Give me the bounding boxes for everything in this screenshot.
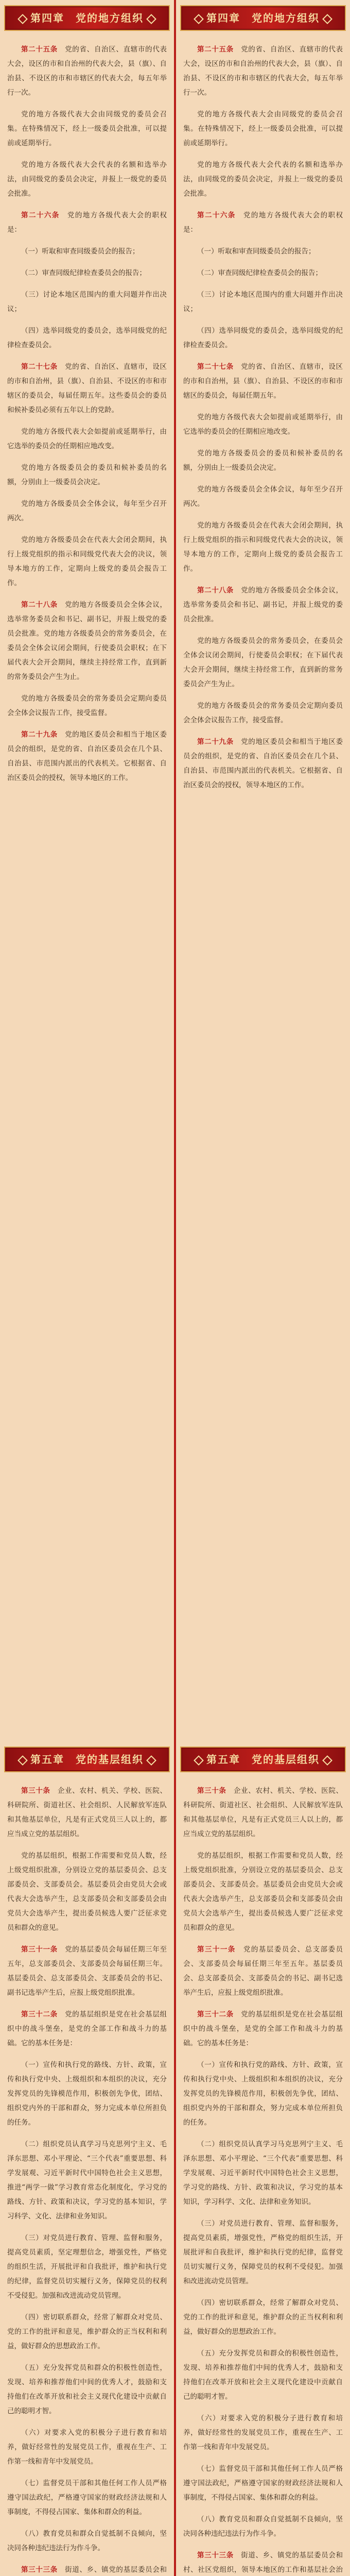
- chapter-title: 第五章 党的基层组织: [30, 1753, 144, 1766]
- article-text: （三）对党员进行教育、管理、监督和服务，提高党员素质，坚定理想信念，增强党性，严格党的组织生活，开展批评和自我批评，维护和执行党的纪律，监督党员切实履行义务，保障党员的权利不受侵犯。加强和改进流动党员管理。: [7, 2234, 167, 2300]
- article-paragraph: [183, 1942, 343, 2000]
- article-text: 党的省、自治区、直辖市，设区的市和自治州，县（旗）、自治县、不设区的市和市辖区的委员会，每届任期五年。: [183, 363, 343, 400]
- right-column-chapter-5: [180, 1741, 346, 2576]
- chapter-header-right: [180, 1747, 346, 1772]
- article-text: （一）宣传和执行党的路线、方针、政策，宣传和执行党中央、上级组织和本组织的决议，充分发挥党员的先锋模范作用，积极创先争优，团结、组织党内外的干部和群众，努力完成本单位所担负的任务。: [183, 2061, 343, 2127]
- article-paragraph: [7, 425, 167, 453]
- article-paragraph: [7, 287, 167, 316]
- article-number: 第二十七条: [197, 363, 234, 371]
- diamond-ornament-icon: [194, 14, 204, 24]
- article-text: 党的地方各级委员会的常务委员会定期向委员会全体会议报告工作，接受监督。: [183, 702, 343, 724]
- article-text: 街道、乡、镇党的基层委员会和村、社区党组织，领导本地区的工作和基层社会治: [183, 2551, 343, 2574]
- article-paragraph: [7, 2527, 167, 2555]
- article-paragraph: [7, 2231, 167, 2303]
- left-column-chapter-5: [4, 1741, 170, 2576]
- article-text: 党的基层组织是党在社会基层组织中的战斗堡垒，是党的全部工作和战斗力的基础。它的基本任务是：: [183, 2010, 343, 2047]
- article-paragraph: [7, 1942, 167, 2000]
- article-text: （四）选举同级党的委员会，选举同级党的纪律检查委员会。: [7, 327, 167, 349]
- article-text: 党的地方各级委员会在代表大会闭会期间，执行上级党组织的指示和同级党代表大会的决议，领导本地方的工作，定期向上级党的委员会报告工作。: [183, 521, 343, 573]
- article-number: 第二十八条: [197, 586, 234, 595]
- article-text: 党的基层组织，根据工作需要和党员人数，经上级党组织批准，分别设立党的基层委员会、总支部委员会、支部委员会。基层委员会由党员大会或代表大会选举产生，总支部委员会和支部委员会由党员大会选举产生，提出委员候选人要广泛征求党员和群众的意见。: [183, 1852, 343, 1932]
- article-paragraph: [183, 1849, 343, 1935]
- article-number: 第三十三条: [197, 2551, 234, 2560]
- article-paragraph: [183, 482, 343, 511]
- article-text: （三）讨论本地区范围内的重大问题并作出决议；: [7, 291, 167, 313]
- article-paragraph: [183, 2548, 343, 2576]
- article-paragraph: [183, 244, 343, 259]
- article-text: （六）对要求入党的积极分子进行教育和培养，做好经常性的发展党员工作，重视在生产、工作第一线和青年中发展党员。: [183, 2414, 343, 2451]
- diamond-ornament-icon: [146, 1755, 156, 1766]
- article-paragraph: [183, 158, 343, 201]
- article-number: 第三十三条: [21, 2566, 58, 2574]
- article-text: 企业、农村、机关、学校、医院、科研院所、街道社区、社会组织、人民解放军连队和其他基层单位，凡是有正式党员三人以上的，都应当成立党的基层组织。: [7, 1787, 167, 1838]
- article-paragraph: [183, 634, 343, 691]
- diamond-ornament-icon: [18, 1755, 28, 1766]
- diamond-ornament-icon: [146, 14, 156, 24]
- article-text: （一）宣传和执行党的路线、方针、政策，宣传和执行党中央、上级组织和本组织的决议，充分发挥党员的先锋模范作用，积极创先争优，团结、组织党内外的干部和群众，努力完成本单位所担负的任务。: [7, 2061, 167, 2127]
- article-number: 第三十条: [197, 1787, 226, 1795]
- article-paragraph: [7, 2476, 167, 2519]
- article-paragraph: [183, 518, 343, 576]
- article-text: 党的基层组织，根据工作需要和党员人数，经上级党组织批准，分别设立党的基层委员会、总支部委员会、支部委员会。基层委员会由党员大会或代表大会选举产生，总支部委员会和支部委员会由党员大会选举产生，提出委员候选人要广泛征求党员和群众的意见。: [7, 1852, 167, 1932]
- article-text: 党的地方各级代表大会的职权是：: [183, 211, 343, 234]
- article-text: 党的地区委员会和相当于地区委员会的组织，是党的省、自治区委员会在几个县、自治县、市范围内派出的代表机关。它根据省、自治区委员会的授权，领导本地区的工作。: [183, 738, 343, 789]
- article-paragraph: [183, 42, 343, 100]
- column-divider: [174, 0, 176, 1741]
- article-paragraph: [183, 287, 343, 316]
- article-paragraph: [183, 2512, 343, 2541]
- article-text: 党的地方各级代表大会由同级党的委员会召集。在特殊情况下，经上一级委员会批准，可以提前或延期举行。: [7, 110, 167, 147]
- article-paragraph: [7, 1784, 167, 1841]
- article-paragraph: [7, 324, 167, 352]
- article-number: 第二十五条: [21, 45, 58, 54]
- article-number: 第三十二条: [197, 2010, 234, 2019]
- chapter-5-section: [0, 1741, 350, 2576]
- article-paragraph: [183, 208, 343, 237]
- article-number: 第二十八条: [21, 601, 58, 609]
- article-paragraph: [7, 598, 167, 684]
- article-paragraph: [7, 2007, 167, 2050]
- article-text: （四）密切联系群众，经常了解群众对党员、党的工作的批评和意见，维护群众的正当权利和利益，做好群众的思想政治工作。: [7, 2313, 167, 2350]
- article-text: 党的地方各级代表大会代表的名额和选举办法，由同级党的委员会决定，并报上一级党的委员会批准。: [7, 161, 167, 198]
- article-text: 党的省、自治区、直辖市的代表大会，设区的市和自治州的代表大会，县（旗）、自治县、不设区的市和市辖区的代表大会，每五年举行一次。: [183, 45, 343, 97]
- article-paragraph: [183, 1784, 343, 1841]
- article-text: （七）监督党员干部和其他任何工作人员严格遵守国法政纪，严格遵守国家的财政经济法规和人事制度，不得侵占国家、集体和群众的利益。: [183, 2465, 343, 2502]
- chapter-title: 第四章 党的地方组织: [206, 12, 320, 24]
- article-text: 党的地方各级委员会全体会议，每年至少召开两次。: [7, 500, 167, 522]
- article-text: 党的地方各级代表大会代表的名额和选举办法，由同级党的委员会决定，并报上一级党的委员会批准。: [183, 161, 343, 198]
- article-text: 党的地方各级代表大会的职权是：: [7, 211, 167, 234]
- article-paragraph: [7, 158, 167, 201]
- article-paragraph: [7, 2563, 167, 2576]
- article-list: [180, 42, 346, 792]
- article-paragraph: [183, 266, 343, 280]
- article-paragraph: [183, 2058, 343, 2130]
- article-paragraph: [7, 1849, 167, 1935]
- article-paragraph: [7, 2426, 167, 2469]
- article-text: 党的基层组织是党在社会基层组织中的战斗堡垒，是党的全部工作和战斗力的基础。它的基本任务是：: [7, 2010, 167, 2047]
- chapter-header-left: [4, 1747, 170, 1772]
- article-paragraph: [183, 583, 343, 626]
- article-paragraph: [7, 208, 167, 237]
- article-paragraph: [7, 461, 167, 489]
- article-list: [4, 1784, 170, 2576]
- right-column-chapter-4: [180, 0, 346, 1741]
- article-text: （三）对党员进行教育、管理、监督和服务，提高党员素质，增强党性，严格党的组织生活，开展批评和自我批评，维护和执行党的纪律，监督党员切实履行义务，保障党员的权利不受侵犯。加强和改进流动党员管理。: [183, 2219, 343, 2285]
- article-paragraph: [183, 2137, 343, 2209]
- article-paragraph: [7, 497, 167, 526]
- article-text: 党的地方各级委员会全体会议，每年至少召开两次。: [183, 485, 343, 508]
- article-text: （二）审查同级纪律检查委员会的报告；: [21, 269, 146, 277]
- article-paragraph: [183, 2216, 343, 2289]
- article-number: 第二十五条: [197, 45, 234, 54]
- article-number: 第二十六条: [21, 211, 60, 219]
- diamond-ornament-icon: [322, 1755, 332, 1766]
- article-paragraph: [7, 2310, 167, 2353]
- article-text: 党的地方各级委员会的常务委员会，在委员会全体会议闭会期间，行使委员会职权；在下届代表大会开会期间，继续主持经常工作，直到新的常务委员会产生为止。: [183, 637, 343, 688]
- article-paragraph: [7, 360, 167, 417]
- diamond-ornament-icon: [18, 14, 28, 24]
- article-number: 第三十二条: [21, 2010, 58, 2019]
- article-text: （二）组织党员认真学习马克思列宁主义、毛泽东思想、邓小平理论、“三个代表”重要思想、科学发展观、习近平新时代中国特色社会主义思想，学习党的路线、方针、政策和决议，学习党的基本知识，学习科学、文化、法律和业务知识。: [183, 2140, 343, 2206]
- article-number: 第三十条: [21, 1787, 50, 1795]
- article-number: 第三十一条: [197, 1945, 236, 1954]
- article-paragraph: [7, 107, 167, 150]
- article-text: 党的地区委员会和相当于地区委员会的组织，是党的省、自治区委员会在几个县、自治县、市范围内派出的代表机关。它根据省、自治区委员会的授权，领导本地区的工作。: [7, 731, 167, 782]
- article-paragraph: [7, 2361, 167, 2418]
- article-paragraph: [183, 2007, 343, 2050]
- article-text: （二）组织党员认真学习马克思列宁主义、毛泽东思想、邓小平理论、“三个代表”重要思想、科学发展观、习近平新时代中国特色社会主义思想，推进“两学一做”学习教育常态化制度化，学习党的路线、方针、政策和决议，学习党的基本知识，学习科学、文化、法律和业务知识。: [7, 2140, 167, 2221]
- article-paragraph: [183, 446, 343, 475]
- article-number: 第二十六条: [197, 211, 236, 219]
- article-paragraph: [7, 266, 167, 280]
- article-paragraph: [183, 735, 343, 792]
- article-list: [4, 42, 170, 785]
- article-text: 党的地方各级代表大会如提前或延期举行，由它选举的委员会的任期相应地改变。: [183, 413, 343, 436]
- article-text: （三）讨论本地区范围内的重大问题并作出决议；: [183, 291, 343, 313]
- article-paragraph: [183, 2462, 343, 2505]
- article-text: 街道、乡、镇党的基层委员会和: [65, 2566, 167, 2574]
- article-list: [180, 1784, 346, 2576]
- left-column-chapter-4: [4, 0, 170, 1741]
- chapter-header-right: [180, 5, 346, 31]
- article-text: （四）选举同级党的委员会，选举同级党的纪律检查委员会。: [183, 327, 343, 349]
- article-paragraph: [183, 324, 343, 352]
- article-paragraph: [183, 2346, 343, 2404]
- article-text: 党的地方各级代表大会由同级党的委员会召集。在特殊情况下，经上一级委员会批准，可以提前或延期举行。: [183, 110, 343, 147]
- article-paragraph: [183, 360, 343, 403]
- article-text: （八）教育党员和群众自觉抵制不良倾向，坚决同各种违纪违法行为作斗争。: [183, 2515, 343, 2538]
- article-text: （四）密切联系群众，经常了解群众对党员、党的工作的批评和意见，维护群众的正当权利和利益，做好群众的思想政治工作。: [183, 2299, 343, 2336]
- article-text: 党的基层委员会每届任期三年至五年，总支部委员会、支部委员会每届任期三年。基层委员会、总支部委员会、支部委员会的书记、副书记选举产生后，应报上级党组织批准。: [7, 1945, 167, 1997]
- article-paragraph: [183, 2296, 343, 2339]
- article-paragraph: [7, 727, 167, 785]
- article-number: 第二十九条: [21, 731, 58, 739]
- article-text: （一）听取和审查同级委员会的报告；: [197, 247, 316, 256]
- article-text: 党的省、自治区、直辖市，设区的市和自治州，县（旗）、自治县、不设区的市和市辖区的委员会，每届任期五年。这些委员会的委员和候补委员必须有五年以上的党龄。: [7, 363, 167, 414]
- diamond-ornament-icon: [322, 14, 332, 24]
- article-text: （六）对要求入党的积极分子进行教育和培养，做好经常性的发展党员工作，重视在生产、工作第一线和青年中发展党员。: [7, 2429, 167, 2466]
- article-paragraph: [183, 2411, 343, 2454]
- article-text: 党的地方各级委员会的常务委员会定期向委员会全体会议报告工作，接受监督。: [7, 694, 167, 717]
- article-text: （七）监督党员干部和其他任何工作人员严格遵守国法政纪，严格遵守国家的财政经济法规和人事制度，不得侵占国家、集体和群众的利益。: [7, 2479, 167, 2516]
- article-text: 党的地方各级委员会全体会议，选举常务委员会和书记、副书记，并报上级党的委员会批准。党的地方各级委员会的常务委员会，在委员会全体会议闭会期间，行使委员会职权；在下届代表大会开会期间，继续主持经常工作，直到新的常务委员会产生为止。: [7, 601, 167, 681]
- article-text: 党的地方各级委员会全体会议，选举常务委员会和书记、副书记，并报上级党的委员会批准。: [183, 586, 343, 623]
- article-text: （二）审查同级纪律检查委员会的报告；: [197, 269, 322, 277]
- article-text: 党的基层委员会、总支部委员会、支部委员会每届任期三年至五年。基层委员会、总支部委员会、支部委员会的书记、副书记选举产生后，应报上级党组织批准。: [183, 1945, 343, 1997]
- chapter-title: 第五章 党的基层组织: [206, 1753, 320, 1766]
- article-paragraph: [183, 107, 343, 150]
- article-text: 党的地方各级代表大会如提前或延期举行，由它选举的委员会的任期相应地改变。: [7, 428, 167, 450]
- article-paragraph: [7, 533, 167, 590]
- article-paragraph: [183, 699, 343, 727]
- article-paragraph: [7, 2058, 167, 2130]
- article-text: （五）充分发挥党员和群众的积极性创造性，发现、培养和推荐他们中间的优秀人才，鼓励和支持他们在改革开放和社会主义现代化建设中贡献自己的聪明才智。: [7, 2364, 167, 2415]
- article-text: 党的地方各级委员会的委员和候补委员的名额，分别由上一级委员会决定。: [7, 464, 167, 486]
- article-paragraph: [7, 691, 167, 720]
- article-paragraph: [7, 2137, 167, 2224]
- article-paragraph: [7, 42, 167, 100]
- article-number: 第二十七条: [21, 363, 58, 371]
- article-text: （五）充分发挥党员和群众的积极性创造性，发现、培养和推荐他们中间的优秀人才，鼓励和支持他们在改革开放和社会主义现代化建设中贡献自己的聪明才智。: [183, 2349, 343, 2401]
- article-text: 党的省、自治区、直辖市的代表大会，设区的市和自治州的代表大会，县（旗）、自治县、不设区的市和市辖区的代表大会，每五年举行一次。: [7, 45, 167, 97]
- article-text: （八）教育党员和群众自觉抵制不良倾向，坚决同各种违纪违法行为作斗争。: [7, 2530, 167, 2552]
- article-text: 党的地方各级委员会在代表大会闭会期间，执行上级党组织的指示和同级党代表大会的决议，领导本地方的工作，定期向上级党的委员会报告工作。: [7, 536, 167, 587]
- article-number: 第三十一条: [21, 1945, 58, 1954]
- article-text: 企业、农村、机关、学校、医院、科研院所、街道社区、社会组织、人民解放军连队和其他基层单位，凡是有正式党员三人以上的，都应当成立党的基层组织。: [183, 1787, 343, 1838]
- article-text: （一）听取和审查同级委员会的报告；: [21, 247, 139, 256]
- article-number: 第二十九条: [197, 738, 234, 746]
- diamond-ornament-icon: [194, 1755, 204, 1766]
- column-divider: [174, 1741, 176, 2576]
- article-paragraph: [183, 410, 343, 439]
- article-paragraph: [7, 244, 167, 259]
- chapter-title: 第四章 党的地方组织: [30, 12, 144, 24]
- article-text: 党的地方各级委员会的委员和候补委员的名额，分别由上一级委员会决定。: [183, 449, 343, 472]
- chapter-header-left: [4, 5, 170, 31]
